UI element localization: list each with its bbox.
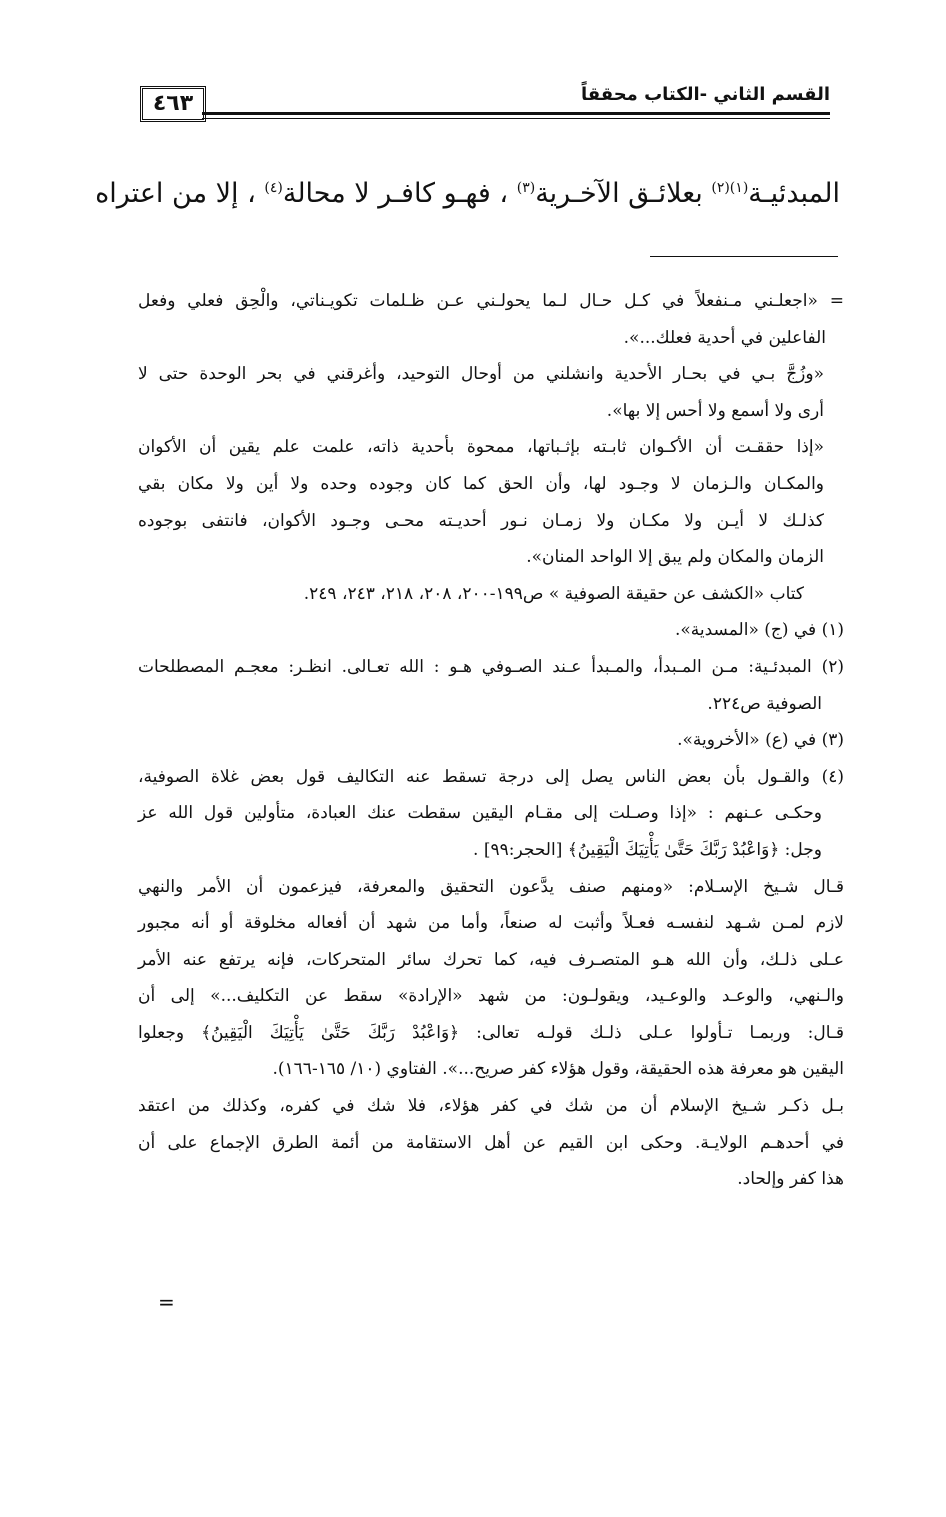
footnote-ref-4[interactable]: (٤) (264, 180, 283, 196)
footnote-line: قـال شـيخ الإسـلام: «ومنهم صنف يدَّعون التحقيق والمعرفة، فيزعمون أن الأمر والنهي (138, 876, 844, 897)
continuation-mark: = (158, 1290, 175, 1314)
footnote-line: الصوفية ص٢٢٤. (707, 693, 822, 714)
footnote-quote-3 (138, 429, 844, 575)
main-word-3: ، فهـو كافـر لا محالة (282, 178, 517, 209)
main-text-line (95, 172, 840, 216)
footnote-line: «وزُجَّ بـي في بحـار الأحدية وانشلني من أوحال التوحيد، وأغرقني في بحر الوحدة حتى لا (138, 364, 824, 385)
footnote-line: بـل ذكـر شـيخ الإسلام أن من شك في كفر هؤلاء، فلا شك في كفره، وكذلك من اعتقد (138, 1096, 844, 1117)
footnote-1 (138, 612, 844, 649)
footnote-line: قـال: وربمـا تـأولوا عـلى ذلـك قولـه تعالى: ﴿وَاعْبُدْ رَبَّكَ حَتَّىٰ يَأْتِيَكَ الْيَقِينُ﴾ وجعلوا (138, 1022, 844, 1043)
footnote-line: = «اجعلـني مـنفعلاً في كـل حـال لـما يحولـني عـن ظـلمات تكويـناتي، والْحِق فعلي وفعل (138, 291, 844, 311)
footnote-line: وجل: ﴿وَاعْبُدْ رَبَّكَ حَتَّىٰ يَأْتِيَكَ الْيَقِينُ﴾ [الحجر:٩٩] . (473, 839, 822, 860)
footnote-4-continuation (138, 1088, 844, 1198)
footnote-reference (138, 576, 844, 613)
footnote-line: هذا كفر وإلحاد. (737, 1169, 844, 1190)
main-word-4: ، إلا من اعتراه (95, 178, 265, 209)
footnote-line: أرى ولا أسمع ولا أحس إلا بها». (606, 400, 824, 421)
footnote-line: كتاب «الكشف عن حقيقة الصوفية » ص١٩٩-٢٠٠، ٢٠٨، ٢١٨، ٢٤٣، ٢٤٩. (303, 583, 804, 604)
main-word-1: المبدئيـة (748, 178, 840, 209)
footnote-continuation (138, 283, 844, 356)
footnote-ref-1-2[interactable]: (١)(٢) (711, 180, 749, 196)
footnote-line: (١) في (ج) «المسدية». (674, 620, 844, 641)
footnote-4-quote (138, 869, 844, 1089)
footnote-line: والـنهي، والوعـد والوعـيد، ويقولـون: من شهد «الإرادة» سقط عن التكليف...» إلى أن (138, 986, 844, 1007)
header-rule-thin (202, 118, 830, 119)
footnote-line: والمكـان والـزمان لا وجـود لها، وأن الحق كما كان وجوده وحده ولا أين ولا مكان بقي (138, 473, 824, 494)
footnote-line: كذلـك لا أيـن ولا مكـان ولا زمـان نـور أحديـته محـى وجـود الأكوان، فانتفى بوجوده (138, 510, 824, 531)
footnote-ref-3[interactable]: (٣) (516, 180, 536, 196)
footnote-3 (138, 722, 844, 759)
footnote-line: (٢) المبدئـية: مـن المـبدأ، والمـبدأ عـند الصـوفي هـو : الله تعـالى. انظـر: معجـم المصطلحات (138, 656, 844, 677)
footnote-quote-2 (138, 356, 844, 429)
header-rule (202, 112, 830, 115)
footnote-2 (138, 649, 844, 722)
footnote-4 (138, 759, 844, 869)
running-header (140, 82, 830, 122)
footnote-line: اليقين هو معرفة هذه الحقيقة، وقول هؤلاء كفر صريح...». الفتاوي (١٠/ ١٦٥-١٦٦). (272, 1059, 844, 1080)
footnote-line: (٤) والقـول بأن بعض الناس يصل إلى درجة تسقط عنه التكاليف قول بعض غلاة الصوفية، (138, 766, 844, 787)
footnote-line: وحكـى عـنهم : «إذا وصـلت إلى مقـام اليقين سقطت عنك العبادة، متأولين قول الله عز (138, 803, 822, 824)
footnote-line: «إذا حققـت أن الأكـوان ثابـته بإثـباتها، ممحوة بأحدية ذاته، علمت علم يقين أن الأكوان (138, 437, 825, 458)
footnote-separator (650, 256, 838, 257)
main-word-2: بعلائـق الآخـرية (535, 178, 712, 209)
footnote-line: الفاعلين في أحدية فعلك...». (623, 327, 826, 348)
footnote-line: عـلى ذلـك، وأن الله هـو المتصـرف فيه، كما تحرك سائر المتحركات، فإنه يرتفع عنه الأمر (138, 949, 844, 970)
header-title: القسم الثاني -الكتاب محققاً (581, 84, 830, 105)
footnote-line: في أحدهـم الولايـة. وحكى ابن القيم عن أهل الاستقامة من أئمة الطرق الإجماع على أن (138, 1132, 844, 1153)
page-number: ٤٦٣ (140, 86, 206, 122)
footnotes (138, 283, 844, 1198)
footnote-line: لازم لمـن شـهد لنفسـه فعـلاً وأثبت له صنعاً، وأما من شهد أن أفعاله مخلوقة أو أنه مجبور (138, 913, 844, 934)
footnote-line: (٣) في (ع) «الأخروية». (677, 730, 844, 751)
footnote-line: الزمان والمكان ولم يبق إلا الواحد المنان». (526, 547, 824, 568)
